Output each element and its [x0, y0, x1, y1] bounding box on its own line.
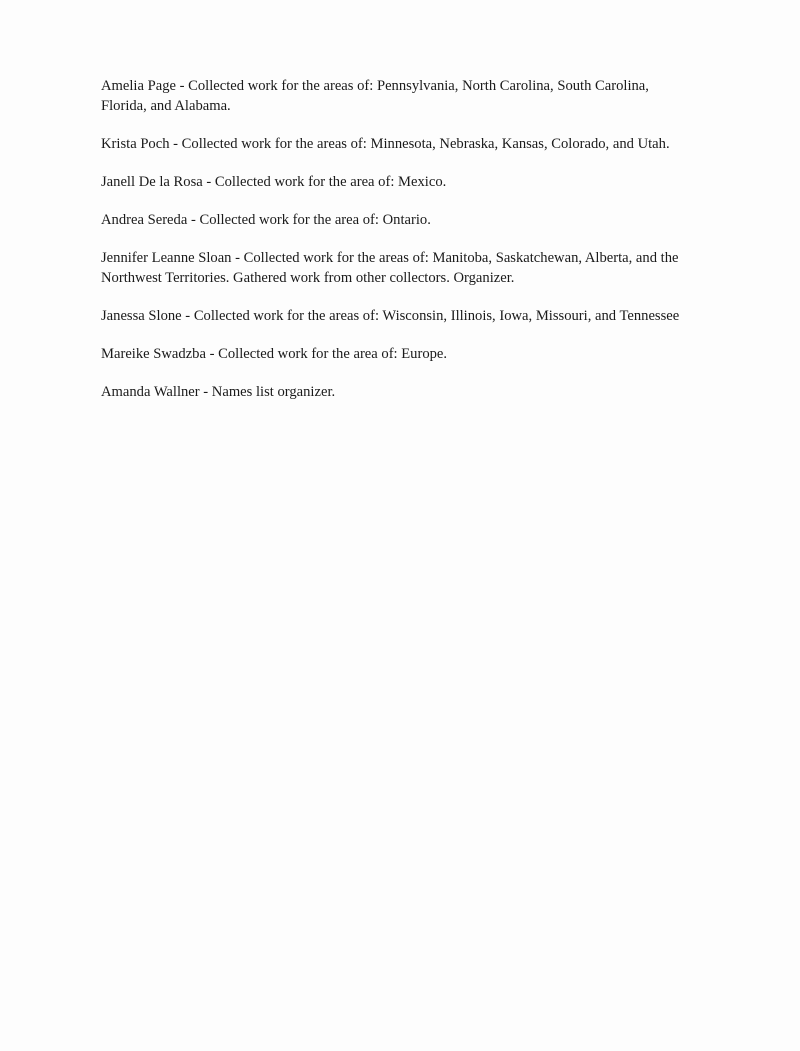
contributor-entry-mareike-swadzba: Mareike Swadzba - Collected work for the area of: Europe. [101, 346, 448, 362]
contributor-entry-andrea-sereda: Andrea Sereda - Collected work for the area of: Ontario. [101, 212, 431, 228]
contributor-entry-janessa-slone: Janessa Slone - Collected work for the areas of: Wisconsin, Illinois, Iowa, Missouri, and Tennessee [101, 308, 680, 324]
contributor-entry-amelia-page: Amelia Page - Collected work for the areas of: Pennsylvania, North Carolina, South Carolina, Florida, and Alabama. [101, 78, 649, 114]
contributor-entry-krista-poch: Krista Poch - Collected work for the areas of: Minnesota, Nebraska, Kansas, Colorado, and Utah. [101, 136, 670, 152]
contributor-entry-amanda-wallner: Amanda Wallner - Names list organizer. [101, 384, 336, 400]
contributor-entry-janell-de-la-rosa: Janell De la Rosa - Collected work for the area of: Mexico. [101, 174, 447, 190]
contributors-list [101, 76, 681, 402]
contributor-entry-jennifer-leanne-sloan: Jennifer Leanne Sloan - Collected work for the areas of: Manitoba, Saskatchewan, Alberta, and the Northwest Territories. Gathered work from other collectors. Organizer. [101, 250, 679, 286]
